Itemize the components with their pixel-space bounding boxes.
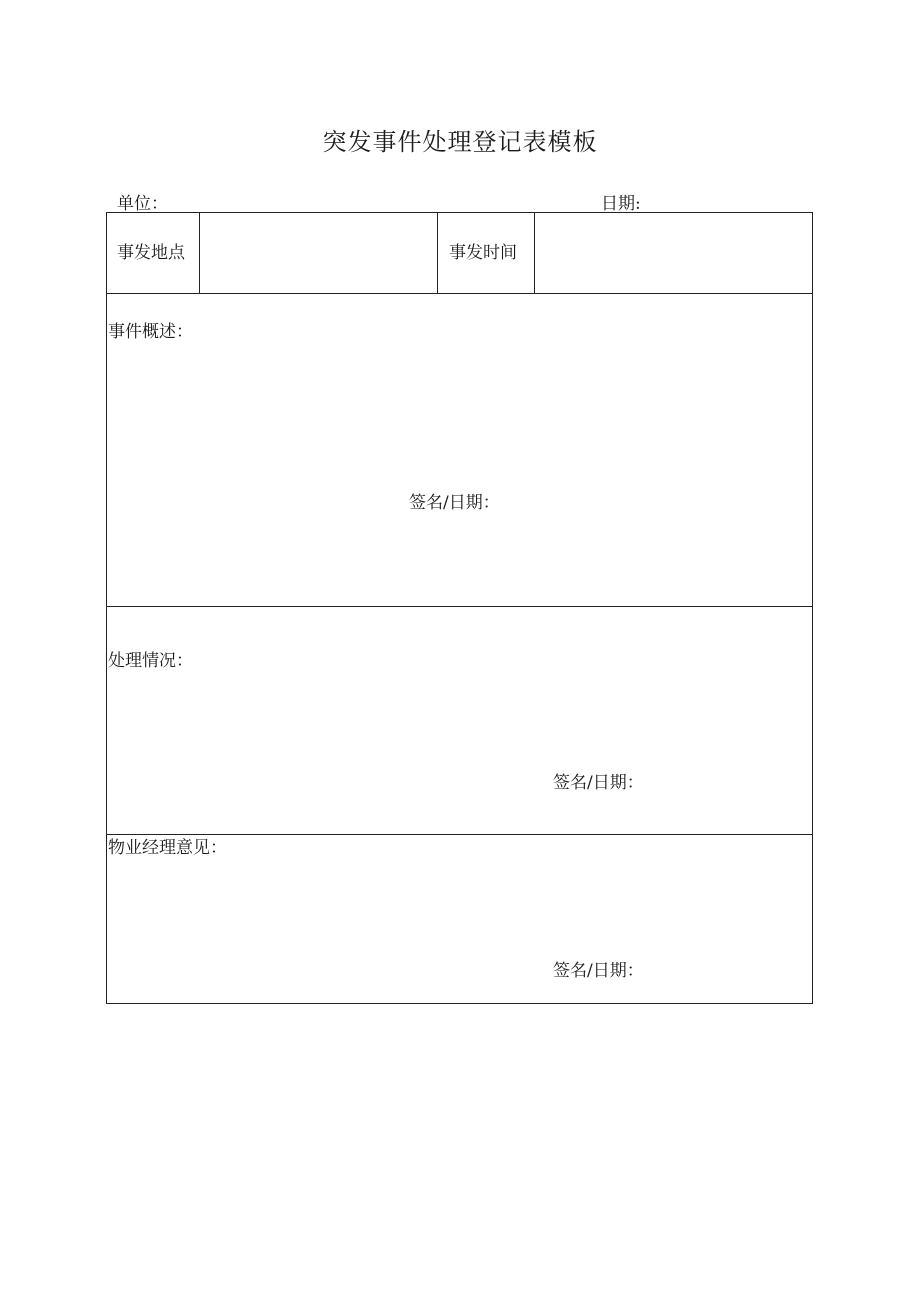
manager-opinion-label: 物业经理意见： xyxy=(108,838,227,858)
time-label: 事发时间 xyxy=(449,243,517,263)
divider-handling xyxy=(107,834,812,835)
row1-divider-3 xyxy=(534,213,535,293)
handling-signature-label: 签名/日期： xyxy=(553,773,644,793)
handling-label: 处理情况： xyxy=(108,651,193,671)
location-label: 事发地点 xyxy=(117,243,185,263)
overview-signature-label: 签名/日期： xyxy=(409,493,500,513)
unit-label: 单位： xyxy=(117,194,168,214)
date-label: 日期: xyxy=(601,194,641,214)
divider-row1 xyxy=(107,293,812,294)
row1-divider-2 xyxy=(437,213,438,293)
overview-label: 事件概述： xyxy=(108,322,193,342)
row1-divider-1 xyxy=(199,213,200,293)
registration-form xyxy=(106,212,813,1004)
divider-overview xyxy=(107,606,812,607)
page-title: 突发事件处理登记表模板 xyxy=(322,128,598,156)
manager-signature-label: 签名/日期： xyxy=(553,961,644,981)
